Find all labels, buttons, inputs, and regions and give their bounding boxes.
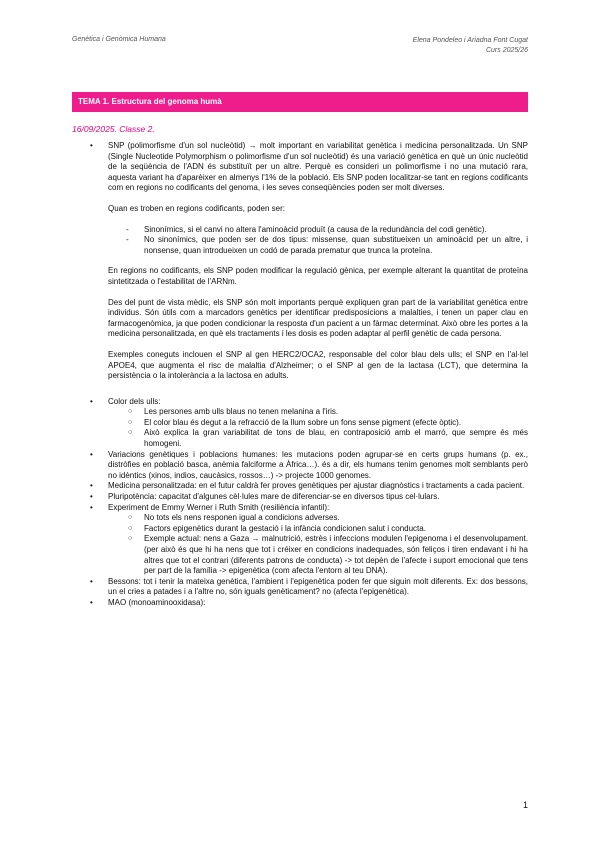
class-date: 16/09/2025. Classe 2. bbox=[72, 124, 155, 134]
document-body bbox=[72, 141, 528, 609]
pluripotency-bullet: • Pluripotència: capacitat d'algunes cèl·lules mare de diferenciar-se en diversos tipus cel·lulars. bbox=[72, 492, 528, 503]
examples-paragraph: Exemples coneguts inclouen el SNP al gen HERC2/OCA2, responsable del color blau dels ulls; el SNP en l'al·lel APOE4, que augmenta el risc de malaltia d'Alzheimer; o el SNP al gen de la lactasa (LCT), que determina la persistència o la intolerància a la lactosa en adults. bbox=[108, 349, 528, 381]
eye-item: ○ El color blau és degut a la refracció de la llum sobre un fons sense pigment (efecte òptic). bbox=[72, 418, 528, 429]
eye-item: ○ Les persones amb ulls blaus no tenen melanina a l'iris. bbox=[72, 407, 528, 418]
noncoding-paragraph: En regions no codificants, els SNP poden modificar la regulació gènica, per exemple alterant la quantitat de proteïna sintetitzada o l'estabilitat de l'ARNm. bbox=[108, 266, 528, 286]
medical-paragraph: Des del punt de vista mèdic, els SNP són molt importants perquè expliquen gran part de la variabilitat genètica entre individus. Són útils com a marcadors genètics per identificar predisposicions a malalties, i tenen un paper clau en farmacogenòmica, ja que poden condicionar la resposta d'un pacient a un fàrmac determinat. Això obre les portes a la medicina personalitzada, en què els tractaments i les dosis es poden adaptar al perfil genètic de cada persona. bbox=[108, 297, 528, 339]
coding-intro: Quan es troben en regions codificants, poden ser: bbox=[108, 203, 285, 213]
mao-bullet: • MAO (monoaminooxidasa): bbox=[72, 598, 528, 609]
header-authors-names: Elena Pondeleo i Ariadna Font Cugat bbox=[412, 37, 528, 44]
experiment-item: ○ Exemple actual: nens a Gaza → malnutrició, estrès i infeccions modulen l'epigenoma i el desenvolupament. (per això és que hi ha nens que tot i créixer en condicions inadequades, són feliços i tiren endavant i hi ha altres que tot el contrari (diferents patrons de conducta) -> tot depèn de l'afecte i suport emocional que tens per part de la família -> epigenètica (com afecta l'entorn al teu DNA). bbox=[72, 534, 528, 576]
twins-bullet: • Bessons: tot i tenir la mateixa genètica, l'ambient i l'epigenètica poden fer que siguin molt diferents. Ex: dos bessons, un el cries a patades i a l'altre no, són iguals genèticament? no (afecta l'epigenètica). bbox=[72, 577, 528, 598]
experiment-item: ○ Factors epigenètics durant la gestació i la infància condicionen salut i conducta. bbox=[72, 524, 528, 535]
variations-bullet: • Variacions genètiques i poblacions humanes: les mutacions poden agrupar-se en certs grups humans (p. ex., distròfies en població basca, anèmia falciforme a Àfrica…). és a dir, els humans tenim genomes molt semblants però no idèntics (xinos, indios, caucàsics, rossos…) -> projecte 1000 genomes. bbox=[72, 450, 528, 482]
personalized-medicine-bullet: • Medicina personalitzada: en el futur caldrà fer proves genètiques per ajustar diagnòstics i tractaments a cada pacient. bbox=[72, 481, 528, 492]
page-number: 1 bbox=[522, 800, 528, 810]
header-course: Genètica i Genòmica Humana bbox=[72, 36, 166, 43]
experiment-bullet: • Experiment de Emmy Werner i Ruth Smith (resiliència infantil): bbox=[72, 503, 528, 514]
snp-intro-paragraph: • SNP (polimorfisme d'un sol nucleòtid) → molt important en variabilitat genètica i medicina personalitzada. Un SNP (Single Nucleotide Polymorphism o polimorfisme d'un sol nucleòtid) és una variació genètica en què un únic nucleòtid de la seqüència de l'ADN és substituït per un altre. Perquè es consideri un polimorfisme i no una mutació rara, aquesta variant ha d'aparèixer en almenys l'1% de la població. Els SNP poden localitzar-se tant en regions codificants com en regions no codificants del genoma, i les seves conseqüències poden ser molt diverses. bbox=[72, 141, 528, 194]
experiment-item: ○ No tots els nens responen igual a condicions adverses. bbox=[72, 513, 528, 524]
eye-color-bullet: • Color dels ulls: bbox=[72, 397, 528, 408]
header-course-year: Curs 2025/26 bbox=[485, 47, 528, 54]
topic-title-banner: TEMA 1. Estructura del genoma humà bbox=[72, 92, 528, 112]
coding-item-synonymous: - Sinonímics, si el canvi no altera l'aminoàcid produït (a causa de la redundància del codi genètic). bbox=[72, 225, 528, 236]
eye-item: ○ Això explica la gran variabilitat de tons de blau, en contraposició amb el marró, que sempre és més homogeni. bbox=[72, 428, 528, 449]
header-authors bbox=[413, 36, 528, 56]
coding-item-nonsynonymous: - No sinonímics, que poden ser de dos tipus: missense, quan substitueixen un aminoàcid per un altre, i nonsense, quan introdueixen un codó de parada prematur que trunca la proteïna. bbox=[72, 235, 528, 256]
